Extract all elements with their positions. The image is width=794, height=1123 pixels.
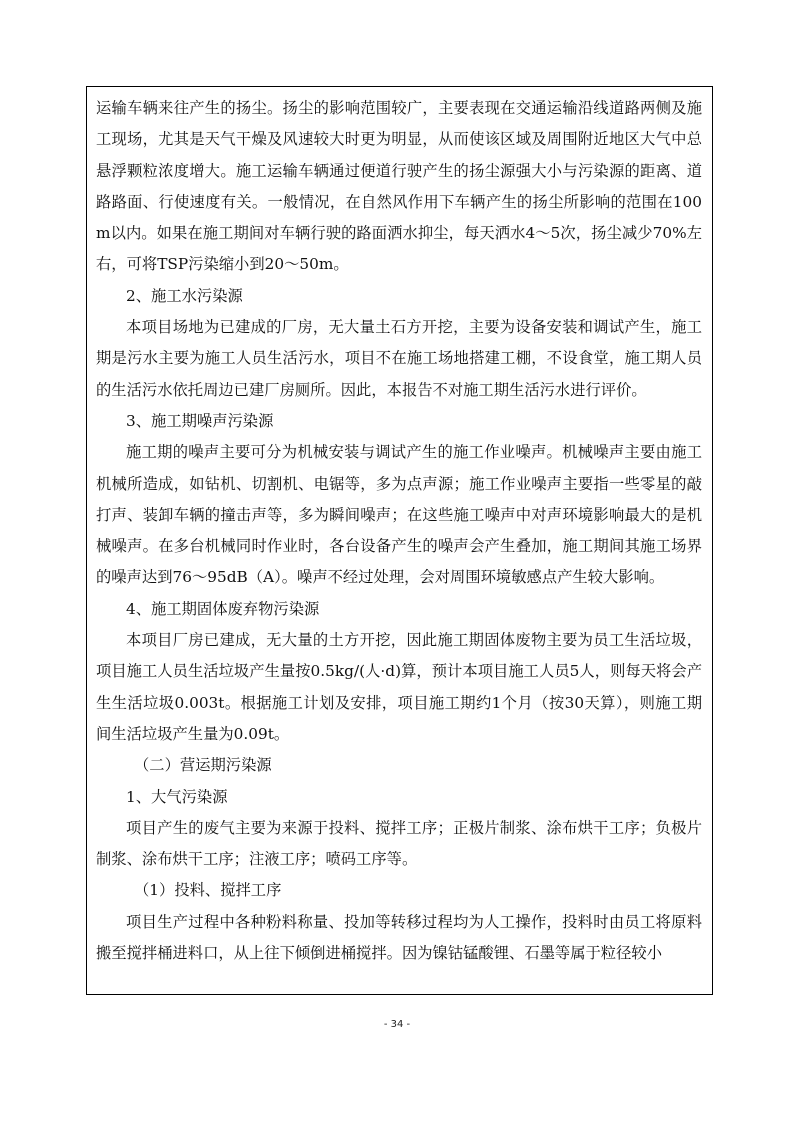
heading-operation-pollution: （二）营运期污染源	[134, 756, 272, 775]
heading-construction-solid-waste: 4、施工期固体废弃物污染源	[126, 599, 320, 618]
paragraph-construction-solid-waste: 本项目厂房已建成，无大量的土方开挖，因此施工期固体废物主要为员工生活垃圾，项目施工人员生活垃圾产生量按0.5kg/(人·d)算，预计本项目施工人员5人，则每天将会产生生活垃圾0.003t。根据施工计划及安排，项目施工期约1个月（按30天算），则施工期间生活垃圾产生量为0.09t。	[96, 631, 702, 743]
paragraph-air-pollution: 项目产生的废气主要为来源于投料、搅拌工序；正极片制浆、涂布烘干工序；负极片制浆、涂布烘干工序；注液工序；喷码工序等。	[96, 818, 702, 869]
paragraph-construction-wastewater: 本项目场地为已建成的厂房，无大量土石方开挖，主要为设备安装和调试产生，施工期是污水主要为施工人员生活污水，项目不在施工场地搭建工棚，不设食堂，施工期人员的生活污水依托周边已建厂房厕所。因此，本报告不对施工期生活污水进行评价。	[96, 318, 702, 399]
paragraph-dust-continued: 运输车辆来往产生的扬尘。扬尘的影响范围较广，主要表现在交通运输沿线道路两侧及施工现场，尤其是天气干燥及风速较大时更为明显，从而使该区域及周围附近地区大气中总悬浮颗粒浓度增大。施工运输车辆通过便道行驶产生的扬尘源强大小与污染源的距离、道路路面、行使速度有关。一般情况，在自然风作用下车辆产生的扬尘所影响的范围在100m以内。如果在施工期间对车辆行驶的路面洒水抑尘，每天洒水4～5次，扬尘减少70%左右，可将TSP污染缩小到20～50m。	[96, 99, 702, 274]
content-frame	[86, 86, 713, 995]
document-body	[96, 93, 702, 969]
heading-feeding-mixing: （1）投料、搅拌工序	[134, 881, 282, 900]
heading-air-pollution: 1、大气污染源	[126, 787, 228, 806]
paragraph-construction-noise: 施工期的噪声主要可分为机械安装与调试产生的施工作业噪声。机械噪声主要由施工机械所造成，如钻机、切割机、电锯等，多为点声源；施工作业噪声主要指一些零星的敲打声、装卸车辆的撞击声等，多为瞬间噪声；在这些施工噪声中对声环境影响最大的是机械噪声。在多台机械同时作业时，各台设备产生的噪声会产生叠加，施工期间其施工场界的噪声达到76～95dB（A）。噪声不经过处理，会对周围环境敏感点产生较大影响。	[96, 443, 702, 587]
paragraph-feeding-mixing: 项目生产过程中各种粉料称量、投加等转移过程均为人工操作，投料时由员工将原料搬至搅拌桶进料口，从上往下倾倒进桶搅拌。因为镍钴锰酸锂、石墨等属于粒径较小	[96, 912, 702, 963]
heading-construction-noise: 3、施工期噪声污染源	[126, 411, 274, 430]
page-number: - 34 -	[383, 1019, 411, 1030]
heading-construction-wastewater: 2、施工水污染源	[126, 286, 243, 305]
